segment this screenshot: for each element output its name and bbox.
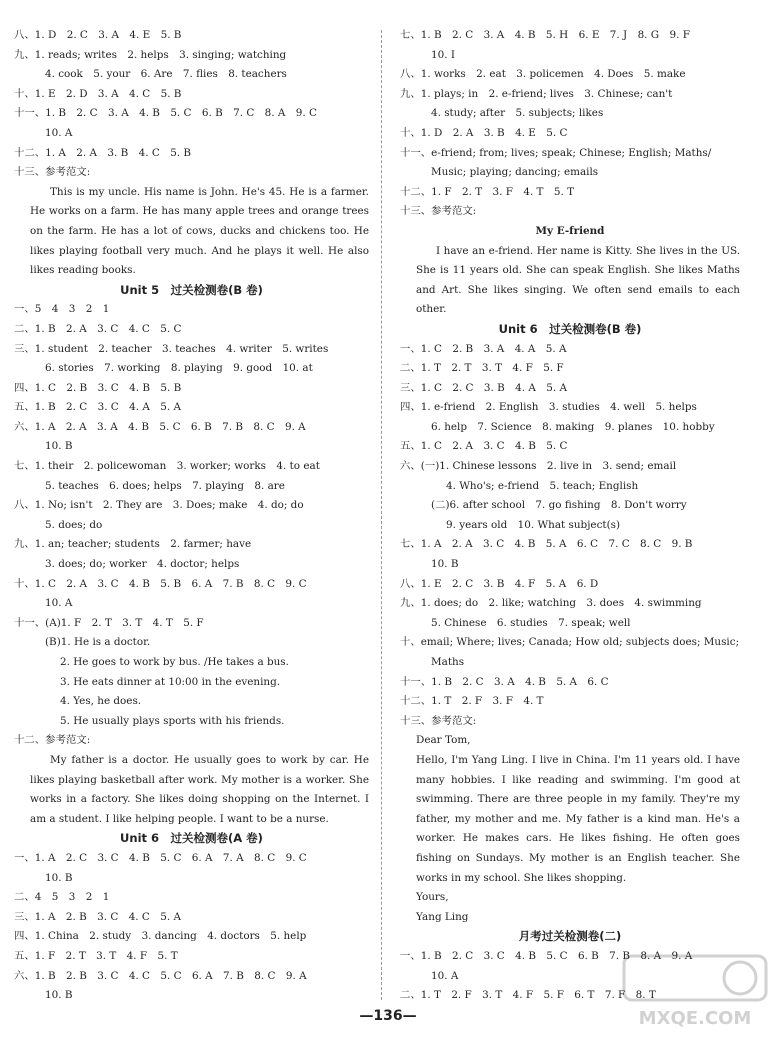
answer-line: 十三、参考范文: <box>400 714 477 727</box>
answer-line: 十二、1. F 2. T 3. F 4. T 5. T <box>400 185 575 198</box>
answer-line: 二、1. T 2. F 3. T 4. F 5. F 6. T 7. F 8. T <box>400 989 656 1002</box>
answer-line: 10. A <box>45 126 73 139</box>
answer-line: 一、1. A 2. C 3. C 4. B 5. C 6. A 7. A 8. C 9. C <box>14 851 307 864</box>
answer-line: 4. Yes, he does. <box>60 695 142 708</box>
answer-line: 10. B <box>45 871 73 884</box>
answer-line: (二)6. after school 7. go fishing 8. Don't worry <box>431 499 687 512</box>
answer-line: (B)1. He is a doctor. <box>45 636 151 649</box>
answer-line: 六、1. A 2. A 3. A 4. B 5. C 6. B 7. B 8. C 9. A <box>14 420 306 433</box>
essay-paragraph: My father is a doctor. He usually goes to work by car. He likes playing basketball after work. My mother is a worker. She works in a factory. She likes doing shopping on the Internet. I am a student. I like helping people. I want to be a nurse. <box>30 753 369 825</box>
answer-line: 九、1. plays; in 2. e-friend; lives 3. Chinese; can't <box>400 87 673 100</box>
answer-line: 九、1. does; do 2. like; watching 3. does 4. swimming <box>400 597 702 610</box>
answer-line: 3. does; do; worker 4. doctor; helps <box>45 558 240 571</box>
answer-line: 五、1. C 2. A 3. C 4. B 5. C <box>400 440 568 453</box>
watermark-text: MXQE.COM <box>638 1008 752 1029</box>
essay-paragraph: Yang Ling <box>416 910 469 923</box>
answer-line: 6. stories 7. working 8. playing 9. good 10. at <box>45 362 313 375</box>
essay-paragraph: Dear Tom, <box>416 734 471 747</box>
answer-line: 七、1. A 2. A 3. C 4. B 5. A 6. C 7. C 8. C 9. B <box>400 538 693 551</box>
answer-line: 十一、1. B 2. C 3. A 4. B 5. A 6. C <box>400 675 609 688</box>
answer-line: 二、1. T 2. T 3. T 4. F 5. F <box>400 362 564 375</box>
essay-paragraph: I have an e-friend. Her name is Kitty. She lives in the US. She is 11 years old. She can speak English. She likes Maths and Art. She likes singing. We often send emails to each other. <box>416 244 740 316</box>
answer-line: 9. years old 10. What subject(s) <box>446 518 621 531</box>
answer-line: 五、1. B 2. C 3. C 4. A 5. A <box>14 401 181 414</box>
answer-line: 一、5 4 3 2 1 <box>14 303 110 316</box>
answer-line: 五、1. F 2. T 3. T 4. F 5. T <box>14 949 178 962</box>
answer-line: 十二、参考范文: <box>14 734 91 747</box>
answer-line: 二、1. B 2. A 3. C 4. C 5. C <box>14 322 182 335</box>
answer-line: 5. does; do <box>45 518 103 531</box>
answer-line: 10. A <box>45 597 73 610</box>
essay-title: My E-friend <box>535 224 605 237</box>
section-heading: Unit 6 过关检测卷(B 卷) <box>498 321 642 336</box>
answer-line: 六、(一)1. Chinese lessons 2. live in 3. send; email <box>400 460 677 473</box>
answer-line: 10. B <box>45 989 73 1002</box>
answer-line: 八、1. works 2. eat 3. policemen 4. Does 5. make <box>400 68 686 81</box>
answer-column-left <box>14 26 369 1006</box>
answer-line: Maths <box>431 656 465 668</box>
answer-line: 十一、e-friend; from; lives; speak; Chinese; English; Maths/ <box>400 146 712 159</box>
answer-line: 2. He goes to work by bus. /He takes a bus. <box>60 656 289 668</box>
answer-line: 四、1. C 2. B 3. C 4. B 5. B <box>14 381 182 394</box>
answer-line: 一、1. C 2. B 3. A 4. A 5. A <box>400 342 567 355</box>
answer-line: 八、1. No; isn't 2. They are 3. Does; make 4. do; do <box>14 499 304 512</box>
answer-line: 三、1. C 2. C 3. B 4. A 5. A <box>400 381 567 394</box>
answer-line: 六、1. B 2. B 3. C 4. C 5. C 6. A 7. B 8. C 9. A <box>14 969 307 982</box>
answer-line: 八、1. E 2. C 3. B 4. F 5. A 6. D <box>400 577 599 590</box>
essay-paragraph: Hello, I'm Yang Ling. I live in China. I'm 11 years old. I have many hobbies. I like reading and swimming. I'm good at swimming. There are three people in my family. They're my father, my mother and me. My father is a kind man. He's a worker. He makes cars. He likes fishing. He often goes fishing on Sundays. My mother is an English teacher. She works in my school. She likes shopping. <box>416 753 740 884</box>
answer-line: Music; playing; dancing; emails <box>431 166 599 179</box>
answer-column-right <box>400 26 740 1006</box>
answer-line: 3. He eats dinner at 10:00 in the evening. <box>60 675 281 688</box>
essay-paragraph: This is my uncle. His name is John. He's 45. He is a farmer. He works on a farm. He has many apple trees and orange trees on the farm. He has a lot of cows, ducks and chickens too. He likes playing football very much. And he plays it well. He also likes reading books. <box>30 185 369 277</box>
answer-line: 5. Chinese 6. studies 7. speak; well <box>431 616 631 629</box>
section-heading: Unit 6 过关检测卷(A 卷) <box>120 831 263 846</box>
page-number: —136— <box>359 1008 417 1024</box>
answer-line: 6. help 7. Science 8. making 9. planes 10. hobby <box>431 420 715 433</box>
answer-line: 四、1. China 2. study 3. dancing 4. doctors 5. help <box>14 930 307 943</box>
answer-line: 一、1. B 2. C 3. C 4. B 5. C 6. B 7. B 8. A 9. A <box>400 949 693 962</box>
column-divider <box>381 30 382 1000</box>
answer-line: 三、1. student 2. teacher 3. teaches 4. writer 5. writes <box>14 342 329 355</box>
answer-line: 九、1. an; teacher; students 2. farmer; have <box>14 538 252 551</box>
answer-line: 10. I <box>431 48 455 61</box>
answer-line: 5. teaches 6. does; helps 7. playing 8. are <box>45 479 285 492</box>
answer-line: 七、1. B 2. C 3. A 4. B 5. H 6. E 7. J 8. G 9. F <box>400 29 690 41</box>
answer-line: 10. B <box>431 558 459 571</box>
answer-line: 十三、参考范文: <box>400 205 477 218</box>
answer-line: 10. B <box>45 440 73 453</box>
answer-line: 10. A <box>431 969 459 982</box>
section-heading: 月考过关检测卷(二) <box>518 929 622 944</box>
answer-line: 十二、1. A 2. A 3. B 4. C 5. B <box>14 146 192 159</box>
answer-line: 5. He usually plays sports with his friends. <box>60 714 285 727</box>
answer-line: 十、1. D 2. A 3. B 4. E 5. C <box>400 126 568 139</box>
essay-paragraph: Yours, <box>416 891 449 904</box>
answer-line: 三、1. A 2. B 3. C 4. C 5. A <box>14 910 181 923</box>
answer-line: 八、1. D 2. C 3. A 4. E 5. B <box>14 29 182 41</box>
watermark-logo <box>620 952 770 1032</box>
answer-line: 十一、(A)1. F 2. T 3. T 4. T 5. F <box>14 616 204 629</box>
answer-line: 十、1. E 2. D 3. A 4. C 5. B <box>14 87 182 100</box>
answer-line: 二、4 5 3 2 1 <box>14 891 110 904</box>
answer-line: 十、email; Where; lives; Canada; How old; subjects does; Music; <box>400 636 740 649</box>
section-heading: Unit 5 过关检测卷(B 卷) <box>120 282 263 297</box>
answer-line: 七、1. their 2. policewoman 3. worker; works 4. to eat <box>14 460 320 473</box>
answer-line: 十二、1. T 2. F 3. F 4. T <box>400 695 544 708</box>
answer-line: 十、1. C 2. A 3. C 4. B 5. B 6. A 7. B 8. C 9. C <box>14 577 307 590</box>
answer-line: 四、1. e-friend 2. English 3. studies 4. well 5. helps <box>400 401 697 414</box>
answer-line: 十一、1. B 2. C 3. A 4. B 5. C 6. B 7. C 8. A 9. C <box>14 107 317 120</box>
answer-line: 十三、参考范文: <box>14 166 91 179</box>
answer-line: 九、1. reads; writes 2. helps 3. singing; watching <box>14 48 287 61</box>
answer-line: 4. Who's; e-friend 5. teach; English <box>446 479 639 492</box>
answer-line: 4. study; after 5. subjects; likes <box>431 107 604 120</box>
answer-line: 4. cook 5. your 6. Are 7. flies 8. teachers <box>45 68 287 81</box>
